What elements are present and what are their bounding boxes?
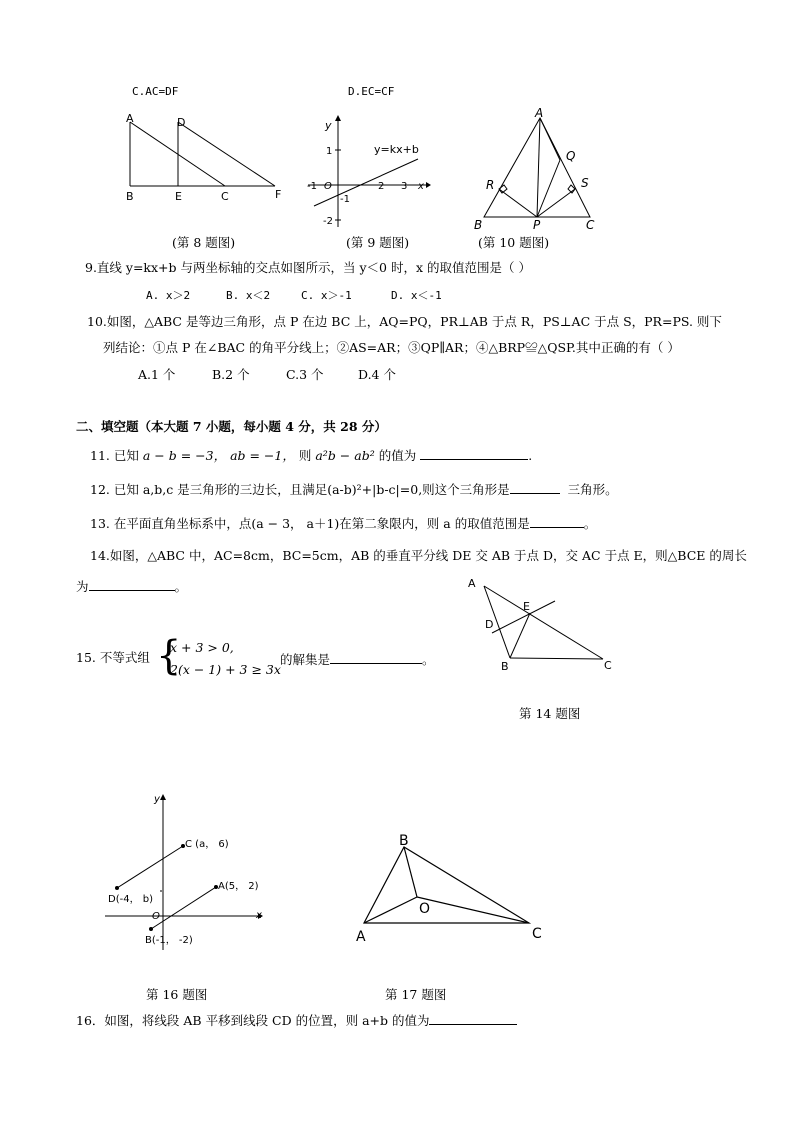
q10-line2: 列结论：①点 P 在∠BAC 的角平分线上；②AS=AR；③QP∥AR；④△BRP≌△QSP.其中正确的有（ ） — [103, 340, 680, 355]
fig16-point-c: C (a， 6) — [185, 839, 229, 850]
fig10-label-s: S — [581, 176, 589, 190]
fig16-label-x: x — [256, 910, 262, 921]
q15-prefix: 15. 不等式组 — [76, 650, 150, 665]
fig14-line-bc — [510, 658, 603, 659]
fig8-label-c: C — [221, 190, 229, 203]
fig10-line-pr — [499, 189, 537, 217]
fig8-line-df — [178, 122, 275, 186]
fig16-point-a: A(5， 2) — [218, 881, 259, 892]
fig16-label-y: y — [154, 794, 160, 805]
q15-brace: { — [156, 633, 182, 679]
section-2-title: 二、填空题（本大题 7 小题，每小题 4 分，共 28 分） — [76, 419, 387, 434]
q14-answer-blank — [89, 577, 175, 591]
fig17-label-b: B — [399, 833, 409, 849]
caption-fig10: (第 10 题图) — [478, 235, 550, 250]
q10-option-d: D.4 个 — [358, 367, 396, 382]
fig8-label-e: E — [175, 190, 182, 203]
q15-inequality-1: x + 3 > 0, — [170, 640, 234, 655]
caption-fig16: 第 16 题图 — [146, 987, 208, 1002]
fig17-label-a: A — [356, 929, 366, 945]
q13: 13. 在平面直角坐标系中，点(a − 3， a＋1)在第二象限内，则 a 的取值范围是 。 — [90, 516, 597, 531]
fig14-label-b: B — [501, 660, 509, 673]
figure-17 — [350, 825, 550, 945]
fig16-segment-ab — [151, 887, 216, 929]
figure-8 — [120, 110, 295, 210]
fig14-label-c: C — [604, 659, 612, 672]
fig10-label-p: P — [533, 218, 541, 232]
fig17-label-o: O — [419, 901, 431, 917]
figure-10 — [470, 105, 605, 235]
fig14-line-ac — [484, 586, 603, 659]
figure-16 — [100, 790, 280, 955]
fig8-label-b: B — [126, 190, 134, 203]
fig9-tick-y-2: -2 — [323, 216, 333, 227]
fig10-label-b: B — [474, 218, 483, 232]
q15-suffix: 的解集是 。 — [280, 652, 435, 667]
q10-line1: 10.如图，△ABC 是等边三角形，点 P 在边 BC 上，AQ=PQ，PR⊥AB 于点 R，PS⊥AC 于点 S，PR=PS. 则下 — [87, 314, 722, 329]
fig17-triangle-abc — [364, 847, 529, 923]
fig8-label-f: F — [275, 188, 282, 201]
q15-answer-blank — [330, 650, 422, 664]
fig14-label-a: A — [468, 577, 476, 590]
fig10-label-a: A — [535, 106, 544, 120]
fig10-label-c: C — [586, 218, 595, 232]
fig8-label-d: D — [177, 116, 186, 129]
fig9-line-label: y=kx+b — [374, 143, 419, 156]
fig17-label-c: C — [532, 926, 542, 942]
fig9-origin: O — [324, 181, 332, 192]
fig14-line-be — [510, 613, 530, 658]
fig14-label-d: D — [485, 618, 494, 631]
fig9-tick-y1: 1 — [326, 146, 333, 157]
q14-line2: 为 。 — [76, 579, 188, 594]
fig16-point-b: B(-1， -2) — [145, 935, 193, 946]
q8-option-c: C.AC=DF — [132, 85, 179, 98]
fig17-line-ao — [364, 897, 417, 923]
q9-option-d: D. x＜-1 — [391, 289, 442, 302]
q14-line1: 14.如图，△ABC 中，AC=8cm，BC=5cm，AB 的垂直平分线 DE 交 AB 于点 D，交 AC 于点 E，则△BCE 的周长 — [90, 548, 747, 563]
fig9-tick-x-1: -1 — [307, 181, 317, 192]
figure-9 — [300, 115, 435, 230]
fig10-line-aq — [540, 118, 560, 160]
fig16-origin: O — [152, 911, 160, 922]
q16: 16．如图，将线段 AB 平移到线段 CD 的位置，则 a+b 的值为 — [76, 1011, 517, 1029]
q16-answer-blank — [429, 1011, 517, 1025]
fig9-tick-y-1: -1 — [340, 194, 350, 205]
q10-option-a: A.1 个 — [138, 367, 176, 382]
fig17-line-co — [417, 897, 529, 923]
fig10-line-ap — [537, 118, 540, 217]
caption-fig9: (第 9 题图) — [346, 235, 410, 250]
fig10-label-r: R — [486, 178, 495, 192]
fig9-label-x: x — [418, 181, 424, 192]
q10-option-c: C.3 个 — [286, 367, 324, 382]
caption-fig14: 第 14 题图 — [519, 706, 581, 721]
q12: 12. 已知 a,b,c 是三角形的三边长，且满足(a-b)²+|b-c|=0,则这个三角形是 三角形。 — [90, 482, 618, 497]
fig8-label-a: A — [126, 112, 134, 125]
fig14-label-e: E — [523, 600, 530, 613]
fig16-point-d: D(-4， b) — [108, 894, 153, 905]
fig9-label-y: y — [325, 119, 332, 132]
q12-answer-blank — [510, 480, 560, 494]
figure-14 — [462, 575, 622, 675]
q10-option-b: B.2 个 — [212, 367, 250, 382]
q9-option-b: B. x＜2 — [226, 289, 271, 302]
q9-stem: 9.直线 y=kx+b 与两坐标轴的交点如图所示，当 y＜0 时，x 的取值范围是（ ） — [85, 260, 531, 275]
fig17-line-bo — [404, 847, 417, 897]
fig16-segment-cd — [117, 846, 183, 888]
fig9-tick-x2: 2 — [378, 181, 385, 192]
q15-inequality-2: 2(x − 1) + 3 ≥ 3x — [170, 662, 281, 677]
q9-option-c: C. x＞-1 — [301, 289, 352, 302]
q9-option-a: A. x＞2 — [146, 289, 191, 302]
q11-answer-blank — [420, 446, 528, 460]
fig10-label-q: Q — [566, 149, 576, 163]
caption-fig8: (第 8 题图) — [172, 235, 236, 250]
caption-fig17: 第 17 题图 — [385, 987, 447, 1002]
q11: 11. 已知 a − b = −3， ab = −1， 则 a²b − ab² 的值为 . — [90, 448, 533, 463]
fig9-tick-x3: 3 — [401, 181, 408, 192]
q13-answer-blank — [530, 514, 584, 528]
q8-option-d: D.EC=CF — [348, 85, 395, 98]
